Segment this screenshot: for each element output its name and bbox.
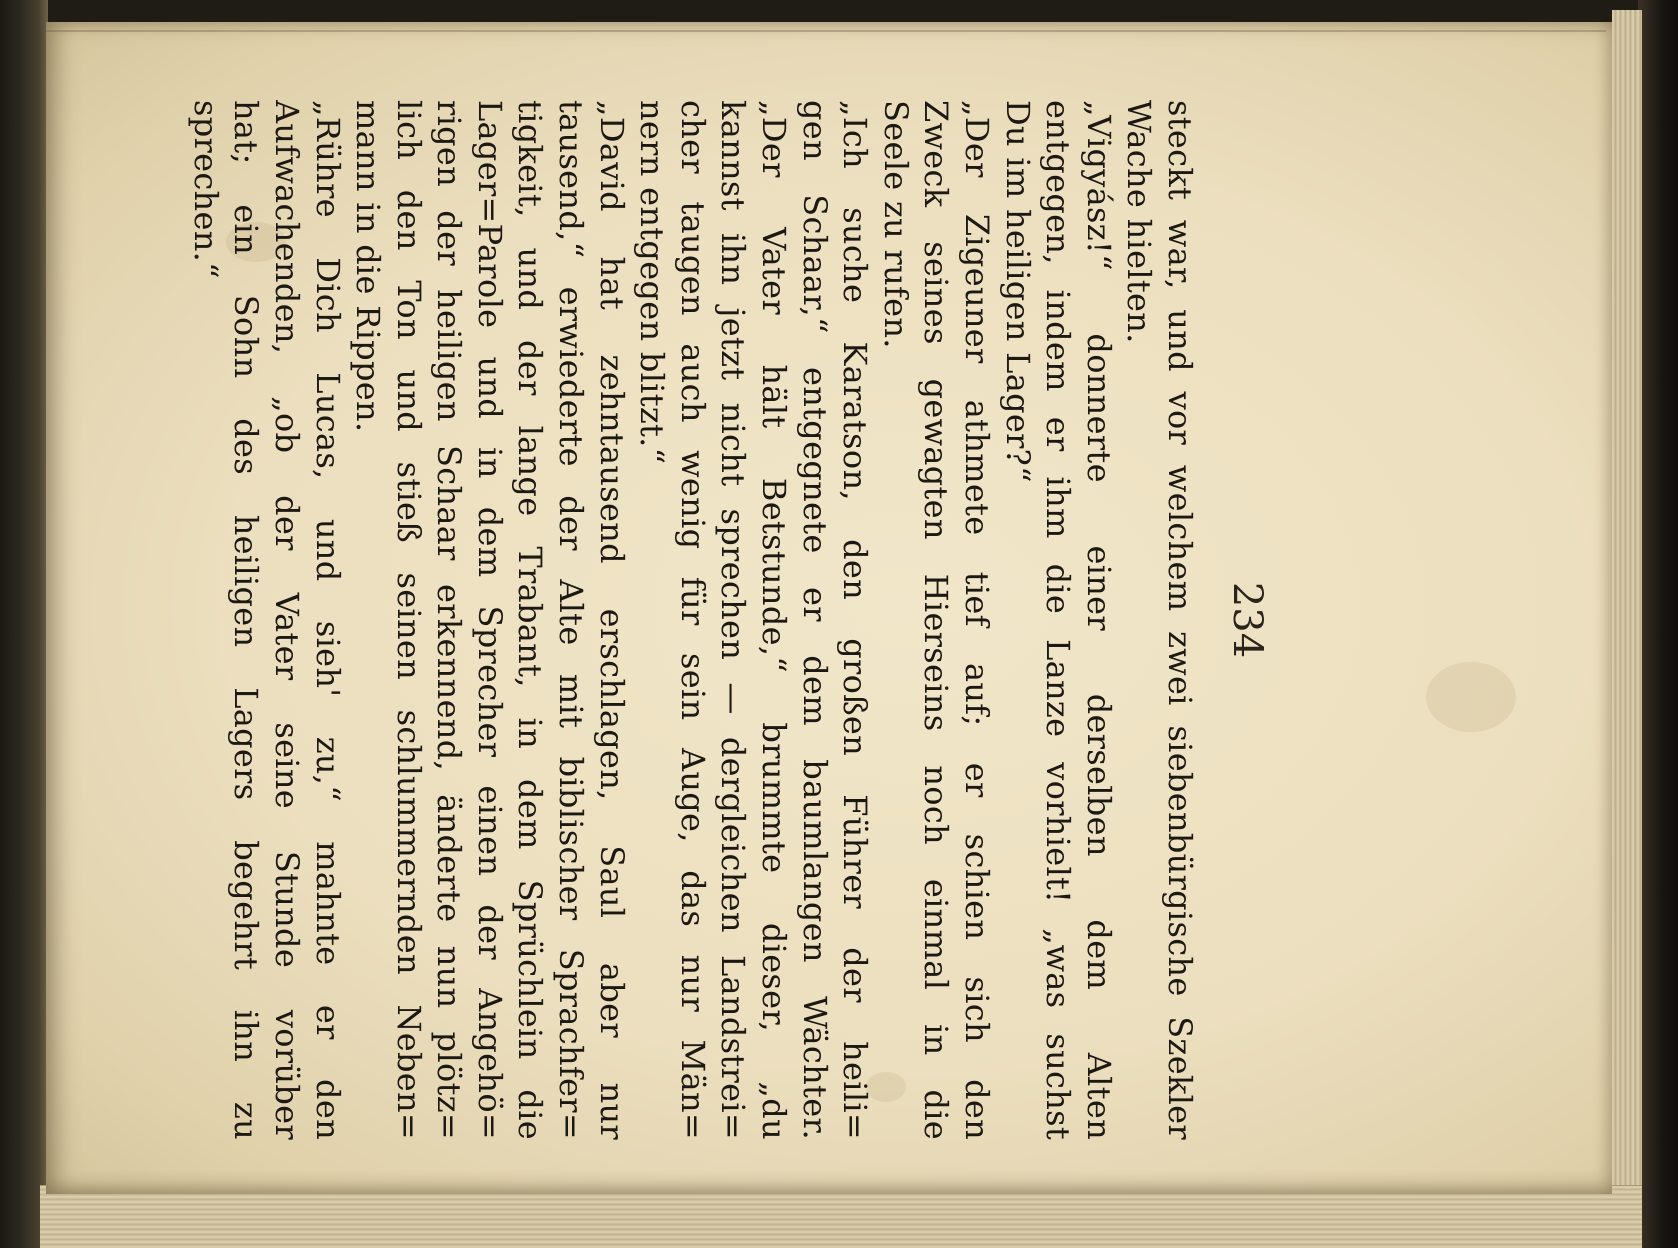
text-line: „Der Zigeuner athmete tief auf; er schien sich den (958, 100, 997, 1140)
page-top-edge-line (46, 30, 1606, 32)
text-line: „Der Vater hält Betstunde,“ brummte dieser, „du (755, 100, 794, 1140)
text-line: Zweck seines gewagten Hierseins noch einmal in die (917, 100, 956, 1140)
book-spine-left (0, 0, 48, 1248)
text-line: kannst ihn jetzt nicht sprechen — dergleichen Landstrei= (714, 100, 753, 1140)
text-line: Seele zu rufen. (876, 100, 915, 349)
text-line: hat; ein Sohn des heiligen Lagers begehrt ihn zu (227, 100, 266, 1140)
text-line: „David hat zehntausend erschlagen, Saul aber nur (592, 100, 631, 1140)
text-line: „Rühre Dich Lucas, und sieh' zu,“ mahnte er den (308, 100, 347, 1140)
text-line: „Vigyász!“ donnerte einer derselben dem Alten (1079, 100, 1118, 1140)
text-line: mann in die Rippen. (349, 100, 388, 433)
text-line: Lager=Parole und in dem Sprecher einen der Angehö= (470, 100, 509, 1140)
text-line: tausend,“ erwiederte der Alte mit biblischer Sprachfer= (552, 100, 591, 1140)
text-line: gen Schaar,“ entgegnete er dem baumlangen Wächter. (795, 100, 834, 1140)
text-line: cher taugen auch wenig für sein Auge, das nur Män= (673, 100, 712, 1140)
page-number: 234 (1224, 581, 1270, 659)
text-line: Aufwachenden, „ob der Vater seine Stunde vorüber (267, 100, 306, 1140)
text-line: nern entgegen blitzt.“ (633, 100, 672, 465)
text-line: rigen der heiligen Schaar erkennend, änderte nun plötz= (430, 100, 469, 1140)
text-line: sprechen.“ (186, 100, 225, 279)
text-line: tigkeit, und der lange Trabant, in dem Sprüchlein die (511, 100, 550, 1140)
book-cover-edge-right (1638, 0, 1678, 1248)
text-line: entgegen, indem er ihm die Lanze vorhielt! „was suchst (1039, 100, 1078, 1140)
text-line: steckt war, und vor welchem zwei siebenbürgische Szekler (1161, 100, 1199, 1140)
rotated-text-block (186, 100, 1270, 1140)
text-line: Du im heiligen Lager?“ (998, 100, 1037, 483)
text-lines (185, 100, 1200, 1140)
paper-stain (1426, 662, 1516, 732)
page-edges-bottom (40, 1185, 1642, 1248)
text-line: lich den Ton und stieß seinen schlummernden Neben= (389, 100, 428, 1140)
text-line: „Ich suche Karatson, den großen Führer der heili= (836, 100, 875, 1140)
page-edges-right (1612, 10, 1642, 1188)
text-line: Wache hielten. (1120, 100, 1159, 344)
